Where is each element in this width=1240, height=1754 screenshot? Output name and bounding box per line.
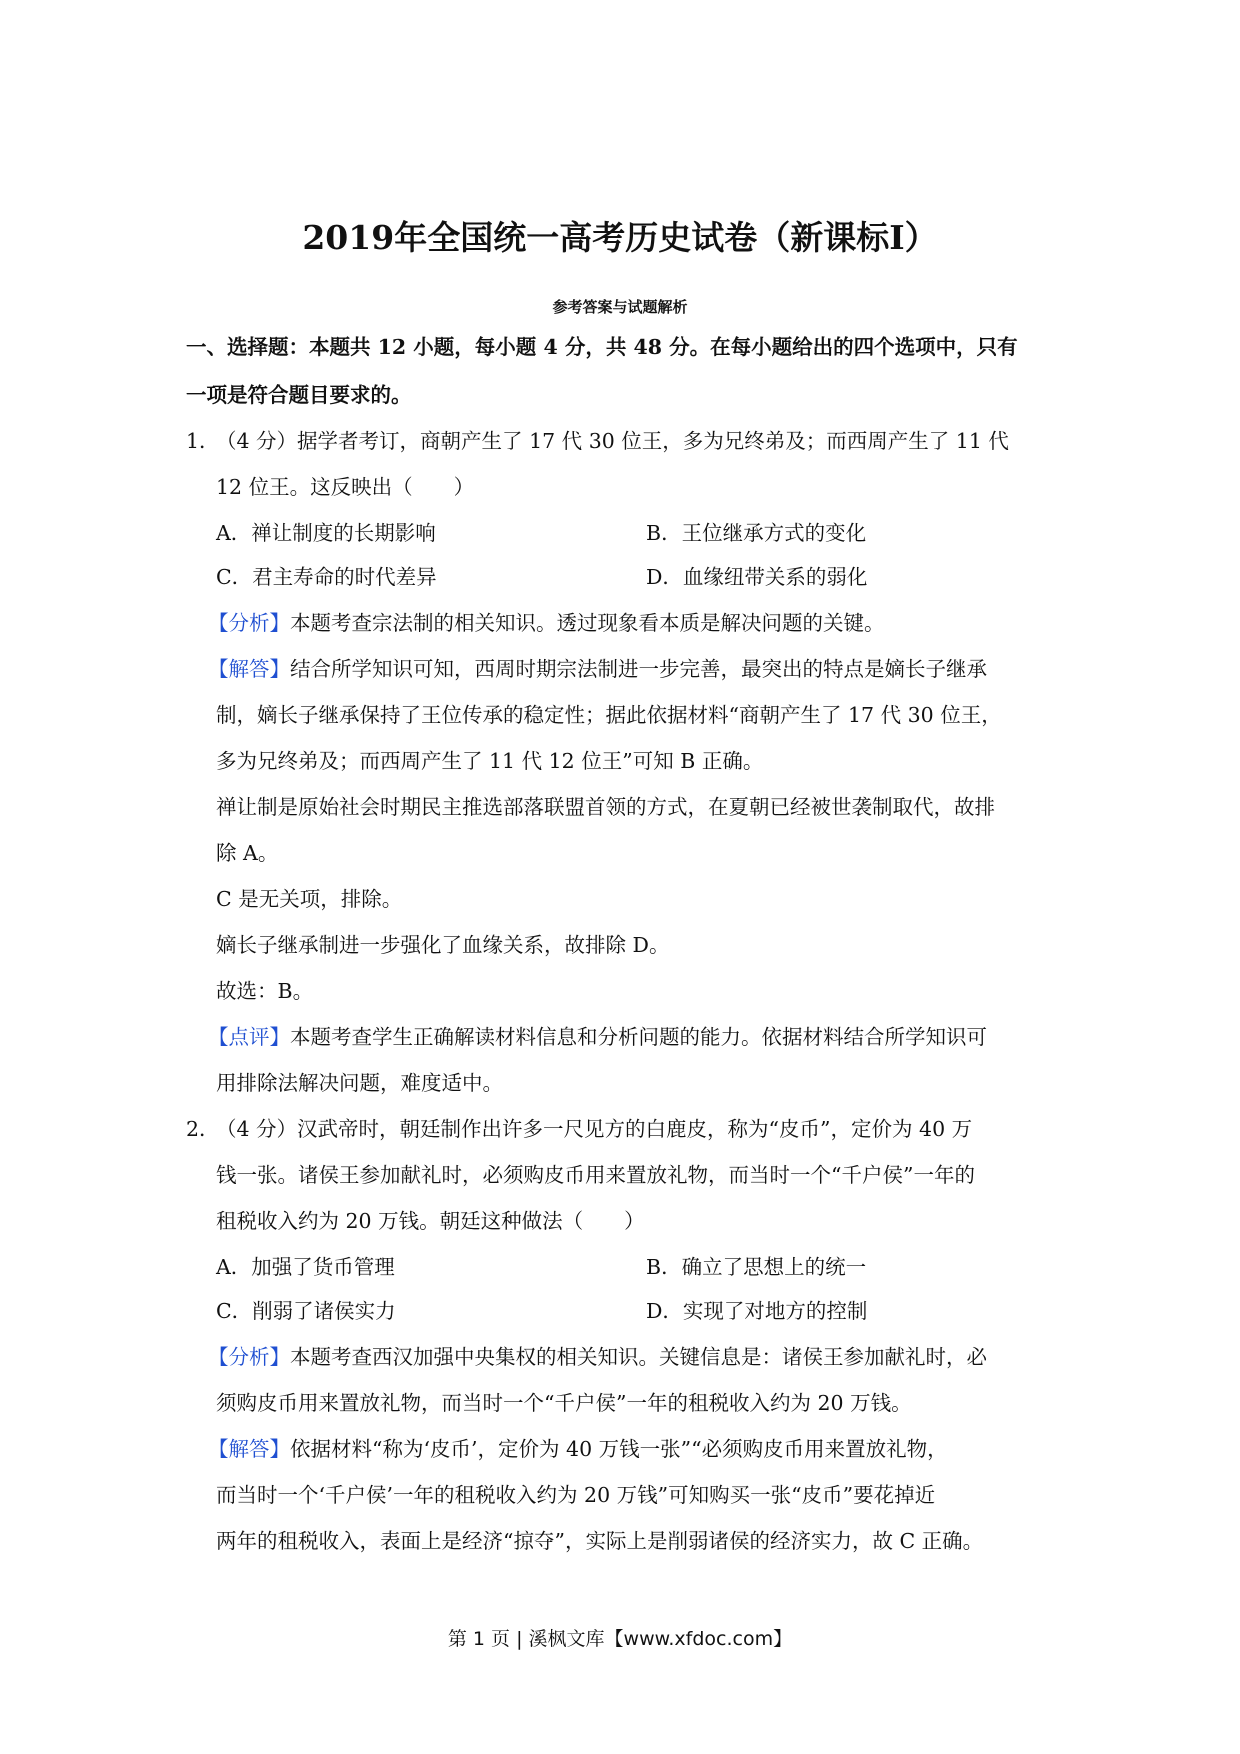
q1-stem-line1: （4 分）据学者考订，商朝产生了 17 代 30 位王，多为兄终弟及；而西周产生了 11 代 <box>216 429 1009 453</box>
section-heading-line1: 一、选择题：本题共 12 小题，每小题 4 分，共 48 分。在每小题给出的四个选项中，只有 <box>186 335 1018 359</box>
page-subtitle: 参考答案与试题解析 <box>552 298 688 316</box>
q1-answer-line7: 嫡长子继承制进一步强化了血缘关系，故排除 D。 <box>216 933 670 957</box>
q2-option-b: B．确立了思想上的统一 <box>646 1255 867 1279</box>
q1-answer-line6: C 是无关项，排除。 <box>216 887 403 911</box>
page-footer: 第 1 页 | 溪枫文库【www.xfdoc.com】 <box>447 1628 793 1650</box>
q1-option-d: D．血缘纽带关系的弱化 <box>646 565 868 589</box>
q2-stem-line2: 钱一张。诸侯王参加献礼时，必须购皮币用来置放礼物，而当时一个“千户侯”一年的 <box>216 1163 975 1187</box>
q1-answer-line4: 禅让制是原始社会时期民主推选部落联盟首领的方式，在夏朝已经被世袭制取代，故排 <box>216 795 995 819</box>
page-title: 2019年全国统一高考历史试卷（新课标Ⅰ） <box>302 218 938 257</box>
q1-option-b: B．王位继承方式的变化 <box>646 521 867 545</box>
q2-number: 2． <box>186 1117 220 1141</box>
section-heading-line2: 一项是符合题目要求的。 <box>186 383 412 407</box>
q1-answer <box>208 654 987 684</box>
q2-option-c: C．削弱了诸侯实力 <box>216 1299 396 1323</box>
q1-answer-line8: 故选：B。 <box>216 979 314 1003</box>
q1-comment-line1: 本题考查学生正确解读材料信息和分析问题的能力。依据材料结合所学知识可 <box>290 1025 987 1049</box>
q2-answer-line3: 两年的租税收入，表面上是经济“掠夺”，实际上是削弱诸侯的经济实力，故 C 正确。 <box>216 1529 984 1553</box>
q1-answer-line3: 多为兄终弟及；而西周产生了 11 代 12 位王”可知 B 正确。 <box>216 749 764 773</box>
q2-answer-tag: 【解答】 <box>208 1437 290 1461</box>
q1-answer-line1: 结合所学知识可知，西周时期宗法制进一步完善，最突出的特点是嫡长子继承 <box>290 657 987 681</box>
q2-option-a: A．加强了货币管理 <box>216 1255 395 1279</box>
q1-option-c: C．君主寿命的时代差异 <box>216 565 437 589</box>
q2-analysis-line2: 须购皮币用来置放礼物，而当时一个“千户侯”一年的租税收入约为 20 万钱。 <box>216 1391 912 1415</box>
q1-option-a: A．禅让制度的长期影响 <box>216 521 436 545</box>
q2-answer-line2: 而当时一个‘千户侯’一年的租税收入约为 20 万钱”可知购买一张“皮币”要花掉近 <box>216 1483 936 1507</box>
q2-stem-line3: 租税收入约为 20 万钱。朝廷这种做法（ ） <box>216 1209 645 1233</box>
q1-answer-line5: 除 A。 <box>216 841 279 865</box>
q1-analysis-text: 本题考查宗法制的相关知识。透过现象看本质是解决问题的关键。 <box>290 611 885 635</box>
q1-answer-tag: 【解答】 <box>208 657 290 681</box>
q2-answer-line1: 依据材料“称为‘皮币’，定价为 40 万钱一张”“必须购皮币用来置放礼物， <box>290 1437 948 1461</box>
q1-analysis <box>208 608 885 638</box>
q1-comment-line2: 用排除法解决问题，难度适中。 <box>216 1071 503 1095</box>
q1-comment <box>208 1022 987 1052</box>
q2-answer <box>208 1434 948 1464</box>
q1-stem-line2: 12 位王。这反映出（ ） <box>216 475 475 499</box>
q1-number: 1． <box>186 429 220 453</box>
q1-analysis-tag: 【分析】 <box>208 611 290 635</box>
q1-answer-line2: 制，嫡长子继承保持了王位传承的稳定性；据此依据材料“商朝产生了 17 代 30 位王， <box>216 703 1002 727</box>
q2-analysis-line1: 本题考查西汉加强中央集权的相关知识。关键信息是：诸侯王参加献礼时，必 <box>290 1345 987 1369</box>
q1-comment-tag: 【点评】 <box>208 1025 290 1049</box>
q2-stem-line1: （4 分）汉武帝时，朝廷制作出许多一尺见方的白鹿皮，称为“皮币”，定价为 40 万 <box>216 1117 973 1141</box>
q2-option-d: D．实现了对地方的控制 <box>646 1299 868 1323</box>
q2-analysis <box>208 1342 987 1372</box>
q2-analysis-tag: 【分析】 <box>208 1345 290 1369</box>
